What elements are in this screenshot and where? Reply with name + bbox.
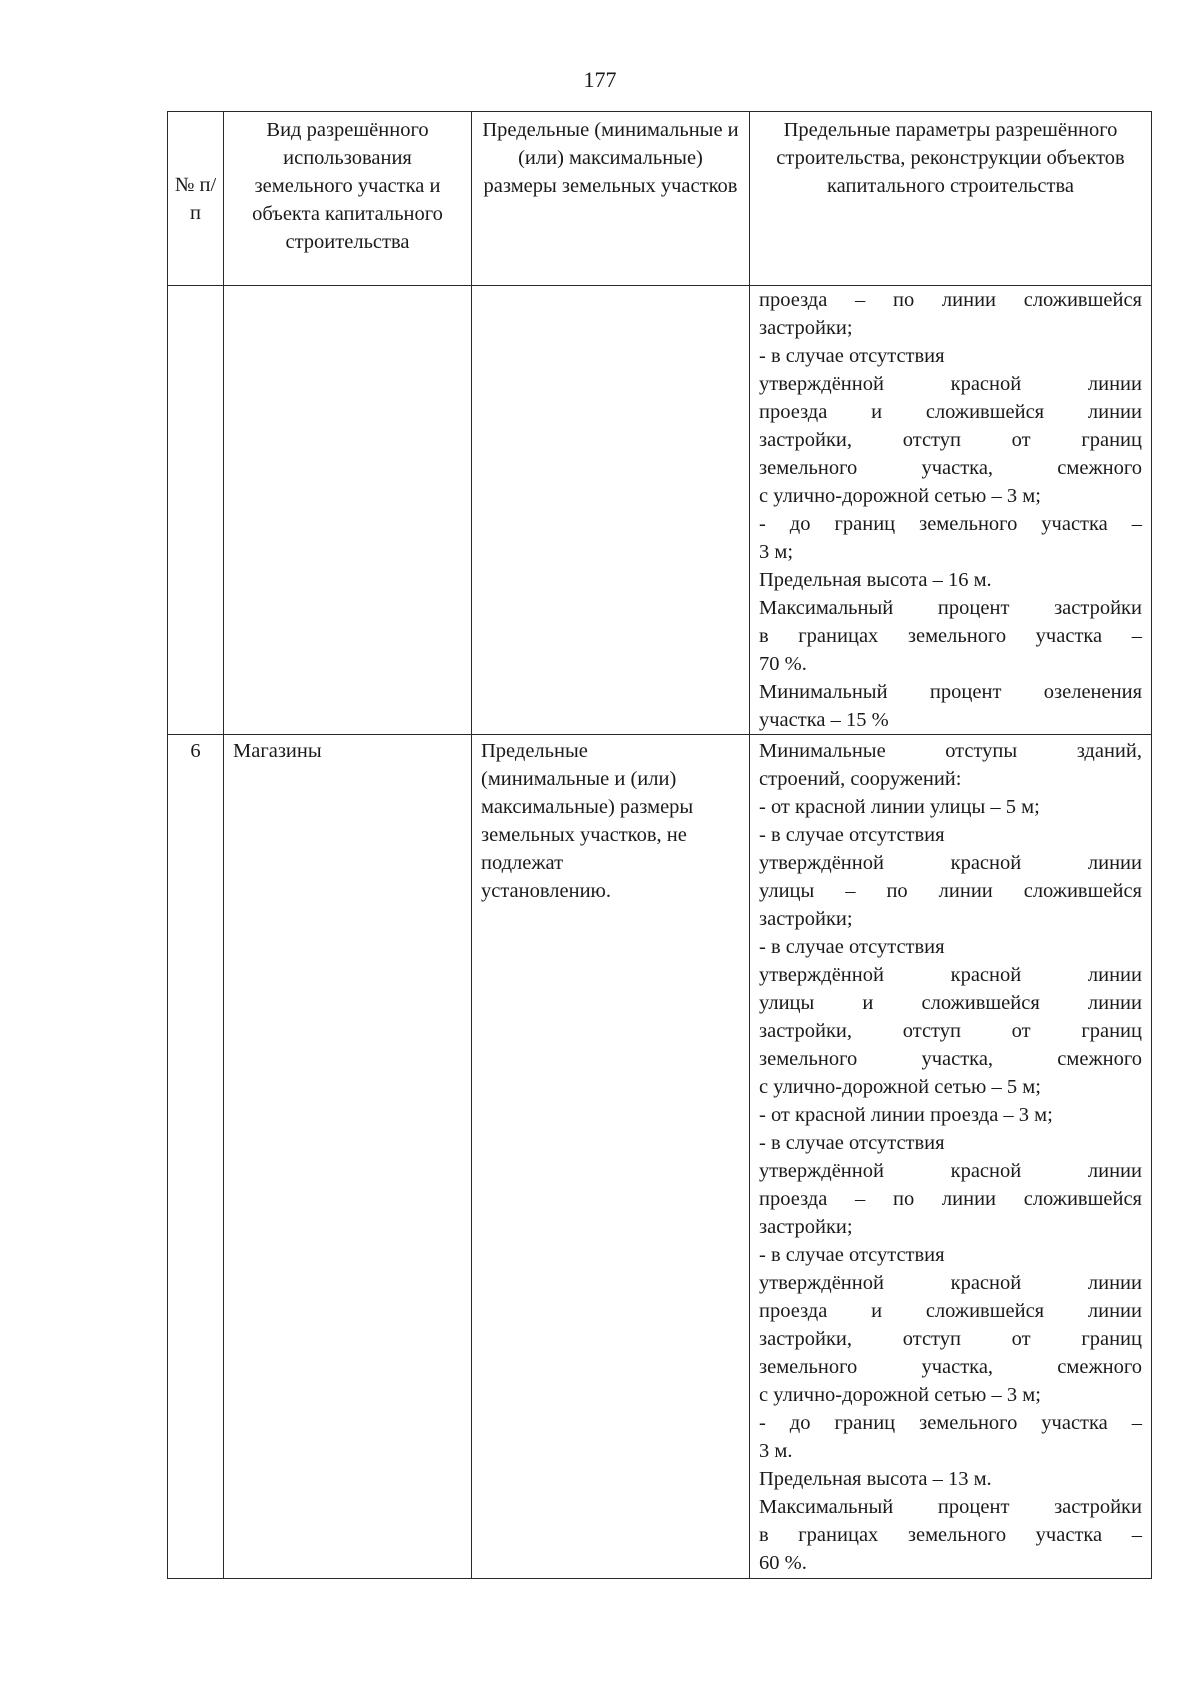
table-row-continuation — [168, 286, 1152, 735]
table-row-6 — [168, 735, 1152, 1579]
text-line: проезда и сложившейся линии — [759, 401, 1142, 423]
header-number-label: № п/п — [174, 173, 217, 224]
cell-number: 6 — [168, 735, 224, 1579]
params-text-block — [759, 737, 1142, 1577]
text-line: 60 %. — [759, 1552, 807, 1574]
cell-number — [168, 286, 224, 735]
text-line: участка – 15 % — [759, 709, 889, 731]
text-line: в границах земельного участка – — [759, 1524, 1142, 1546]
land-use-parameters-table — [167, 111, 1152, 1579]
text-line: - от красной линии улицы – 5 м; — [759, 796, 1040, 818]
text-line: Минимальные отступы зданий, — [759, 740, 1142, 762]
text-line: утверждённой красной линии — [759, 373, 1142, 395]
text-line: проезда – по линии сложившейся — [759, 1188, 1142, 1210]
text-line: 70 %. — [759, 653, 807, 675]
text-line: проезда – по линии сложившейся — [759, 289, 1142, 311]
text-line: Предельные — [481, 740, 588, 762]
text-line: застройки; — [759, 1216, 853, 1238]
text-line: утверждённой красной линии — [759, 1160, 1142, 1182]
text-line: максимальные) размеры — [481, 796, 694, 818]
text-line: 3 м; — [759, 541, 794, 563]
text-line: 3 м. — [759, 1440, 793, 1462]
text-line: с улично-дорожной сетью – 5 м; — [759, 1076, 1041, 1098]
text-line: утверждённой красной линии — [759, 1272, 1142, 1294]
text-line: в границах земельного участка – — [759, 625, 1142, 647]
text-line: земельных участков, не — [481, 824, 687, 846]
header-permitted-use — [224, 112, 472, 286]
table-header-row — [168, 112, 1152, 286]
params-text-block — [759, 286, 1142, 734]
plot-size-text-block — [481, 737, 740, 905]
text-line: - до границ земельного участка – — [759, 1412, 1142, 1434]
text-line: утверждённой красной линии — [759, 852, 1142, 874]
text-line: - в случае отсутствия — [759, 1132, 945, 1154]
text-line: земельного участка, смежного — [759, 1356, 1142, 1378]
header-construction-params-label: Предельные параметры разрешённого строительства, реконструкции объектов капитального строительства — [776, 119, 1125, 197]
text-line: подлежат — [481, 852, 564, 874]
text-line: (минимальные и (или) — [481, 768, 677, 790]
text-line: строений, сооружений: — [759, 768, 962, 790]
text-line: Максимальный процент застройки — [759, 1496, 1142, 1518]
text-line: - до границ земельного участка – — [759, 513, 1142, 535]
text-line: земельного участка, смежного — [759, 457, 1142, 479]
page-number: 177 — [583, 67, 617, 92]
text-line: Максимальный процент застройки — [759, 597, 1142, 619]
text-line: Минимальный процент озеленения — [759, 681, 1142, 703]
text-line: застройки; — [759, 317, 853, 339]
text-line: с улично-дорожной сетью – 3 м; — [759, 1384, 1041, 1406]
text-line: застройки, отступ от границ — [759, 1328, 1142, 1350]
text-line: улицы и сложившейся линии — [759, 992, 1142, 1014]
text-line: - в случае отсутствия — [759, 824, 945, 846]
header-number — [168, 112, 224, 286]
text-line: Предельная высота – 13 м. — [759, 1468, 992, 1490]
cell-permitted-use — [224, 286, 472, 735]
header-permitted-use-label: Вид разрешённого использования земельного участка и объекта капитального строительства — [252, 119, 443, 253]
text-line: - в случае отсутствия — [759, 1244, 945, 1266]
text-line: установлению. — [481, 880, 611, 902]
text-line: Предельная высота – 16 м. — [759, 569, 992, 591]
header-plot-size-label: Предельные (минимальные и (или) максимальные) размеры земельных участков — [482, 119, 739, 197]
text-line: проезда и сложившейся линии — [759, 1300, 1142, 1322]
cell-plot-size — [472, 735, 750, 1579]
text-line: земельного участка, смежного — [759, 1048, 1142, 1070]
text-line: - от красной линии проезда – 3 м; — [759, 1104, 1053, 1126]
header-construction-params — [750, 112, 1152, 286]
text-line: - в случае отсутствия — [759, 345, 945, 367]
cell-plot-size — [472, 286, 750, 735]
text-line: застройки, отступ от границ — [759, 429, 1142, 451]
text-line: с улично-дорожной сетью – 3 м; — [759, 485, 1041, 507]
text-line: застройки; — [759, 908, 853, 930]
text-line: - в случае отсутствия — [759, 936, 945, 958]
cell-construction-params — [750, 735, 1152, 1579]
text-line: улицы – по линии сложившейся — [759, 880, 1142, 902]
text-line: застройки, отступ от границ — [759, 1020, 1142, 1042]
header-plot-size — [472, 112, 750, 286]
cell-permitted-use: Магазины — [224, 735, 472, 1579]
text-line: утверждённой красной линии — [759, 964, 1142, 986]
cell-construction-params — [750, 286, 1152, 735]
